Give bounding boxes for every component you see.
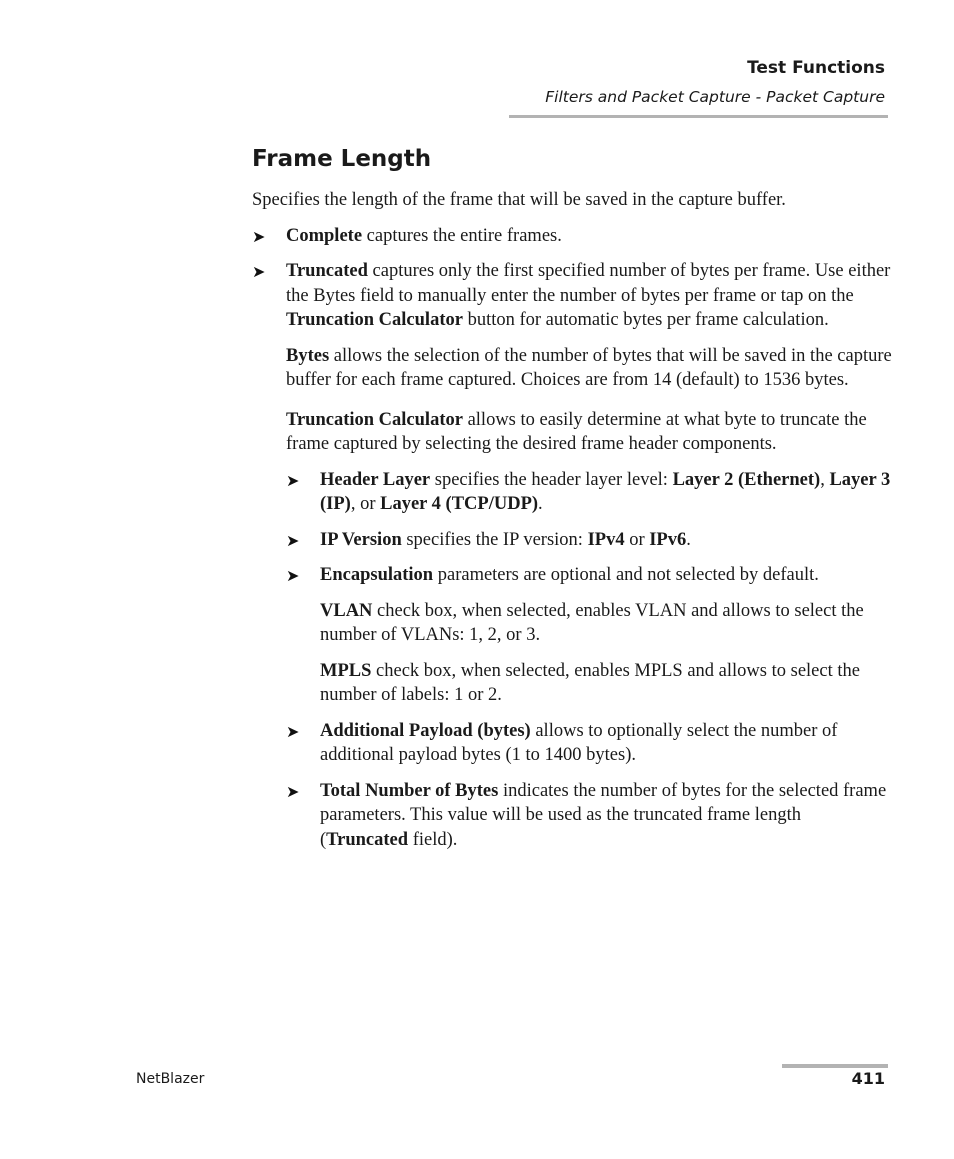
arrowhead-bullet-icon: ➤ <box>286 566 300 585</box>
term-additional-payload: Additional Payload (bytes) <box>320 720 531 741</box>
list-item-encapsulation: ➤ Encapsulation parameters are optional and not selected by default. <box>252 563 892 588</box>
calculator-paragraph: Truncation Calculator allows to easily determine at what byte to truncate the frame captured by selecting the desired frame header components. <box>286 409 867 454</box>
term-truncation-calculator: Truncation Calculator <box>286 310 463 330</box>
arrowhead-bullet-icon: ➤ <box>286 721 300 741</box>
list-item-header-layer: ➤ Header Layer specifies the header layer level: Layer 2 (Ethernet), Layer 3 (IP), or Layer 4 (TCP/UDP). <box>286 469 891 514</box>
page-number: 411 <box>851 1069 885 1088</box>
footer-product-name: NetBlazer <box>136 1071 205 1087</box>
running-header-subtitle: Filters and Packet Capture - Packet Capture <box>545 88 885 106</box>
term-complete: Complete <box>286 225 363 246</box>
arrowhead-bullet-icon: ➤ <box>286 530 300 550</box>
term-mpls: MPLS <box>320 660 372 681</box>
footer-divider <box>782 1064 888 1068</box>
page-content <box>252 188 892 852</box>
list-item-total-bytes: ➤ Total Number of Bytes indicates the number of bytes for the selected frame parameters. This value will be used as the truncated frame length (Truncated field). <box>286 780 887 850</box>
term-ip-version: IP Version <box>320 529 402 550</box>
list-item-truncated: ➤ Truncated captures only the first specified number of bytes per frame. Use either the Bytes field to manually enter the number of bytes per frame or tap on the Truncation Calculator button for automatic bytes per frame calculation. <box>252 261 891 330</box>
term-header-layer: Header Layer <box>320 469 431 490</box>
term-truncated-field: Truncated <box>326 829 409 850</box>
mpls-paragraph: MPLS check box, when selected, enables MPLS and allows to select the number of labels: 1 or 2. <box>320 660 860 705</box>
term-bytes: Bytes <box>286 345 330 366</box>
header-divider <box>509 115 888 118</box>
arrowhead-bullet-icon: ➤ <box>252 226 266 246</box>
term-calculator: Truncation Calculator <box>286 409 463 430</box>
vlan-paragraph: VLAN check box, when selected, enables VLAN and allows to select the number of VLANs: 1, 2, or 3. <box>320 600 864 645</box>
bytes-paragraph: Bytes allows the selection of the number of bytes that will be saved in the capture buffer for each frame captured. Choices are from 14 (default) to 1536 bytes. <box>286 345 892 390</box>
arrowhead-bullet-icon: ➤ <box>286 781 300 801</box>
arrowhead-bullet-icon: ➤ <box>252 262 266 281</box>
intro-paragraph: Specifies the length of the frame that will be saved in the capture buffer. <box>252 190 786 210</box>
term-truncated: Truncated <box>286 261 368 281</box>
section-title: Frame Length <box>252 146 432 172</box>
term-total-bytes: Total Number of Bytes <box>320 780 499 801</box>
arrowhead-bullet-icon: ➤ <box>286 470 300 490</box>
running-header-title: Test Functions <box>747 58 885 78</box>
list-item-ip-version: ➤ IP Version specifies the IP version: IPv4 or IPv6. <box>252 528 892 553</box>
term-encapsulation: Encapsulation <box>320 565 434 585</box>
term-vlan: VLAN <box>320 600 373 621</box>
list-item-complete: ➤ Complete captures the entire frames. <box>252 224 892 249</box>
list-item-additional-payload: ➤ Additional Payload (bytes) allows to optionally select the number of additional payload bytes (1 to 1400 bytes). <box>286 720 838 765</box>
